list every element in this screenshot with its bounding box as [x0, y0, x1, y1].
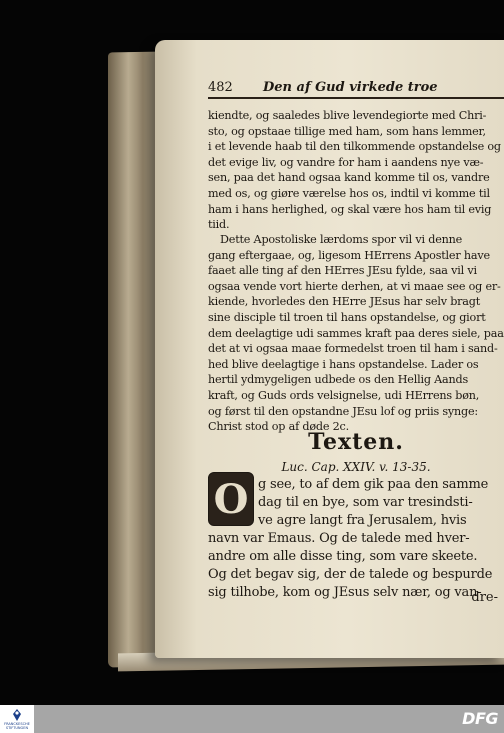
text-line: kraft, og Guds ords velsignelse, udi HErrens bøn, — [208, 388, 480, 402]
dfg-logo[interactable]: DFG — [462, 709, 498, 728]
text-line: hed blive deelagtige i hans opstandelse. Lader os — [208, 357, 479, 371]
text-line: Og det begav sig, der de talede og bespurde — [208, 567, 493, 582]
paragraph-1 — [208, 108, 504, 233]
text-line: Christ stod op af døde 2c. — [208, 420, 349, 434]
text-line: andre om alle disse ting, som vare skeete. — [208, 549, 478, 564]
page-content — [208, 80, 504, 605]
text-line: ham i hans herlighed, og skal være hos ham til evig — [208, 202, 492, 216]
francke-emblem-icon — [10, 708, 24, 722]
text-line: hertil ydmygeligen udbede os den Hellig Aands — [208, 373, 469, 387]
scripture-text — [208, 476, 504, 602]
text-line: faaet alle ting af den HErres JEsu fylde, saa vil vi — [208, 264, 477, 278]
text-line: det at vi ogsaa maae formedelst troen til ham i sand- — [208, 342, 498, 356]
running-title: Den af Gud virkede troe — [263, 80, 438, 95]
catchword: dre- — [471, 590, 498, 605]
text-line: sine disciple til troen til hans opstandelse, og giort — [208, 310, 486, 324]
section-title: Texten. — [308, 429, 404, 455]
text-line: ogsaa vende vort hierte derhen, at vi maae see og er- — [208, 279, 501, 293]
text-line: dag til en bye, som var tresindsti- — [258, 495, 473, 510]
page-header — [208, 80, 504, 102]
header-rule — [208, 97, 504, 99]
paragraph-2 — [208, 232, 504, 435]
text-line: det evige liv, og vandre for ham i aandens nye væ- — [208, 155, 484, 169]
text-line: navn var Emaus. Og de talede med hver- — [208, 531, 470, 546]
text-line: i et levende haab til den tilkommende opstandelse og — [208, 140, 501, 154]
text-line: ve agre langt fra Jerusalem, hvis — [258, 513, 467, 528]
text-line: sig tilhobe, kom og JEsus selv nær, og van- — [208, 585, 482, 600]
logo-line: STIFTUNGEN — [5, 726, 29, 730]
text-line: sen, paa det hand ogsaa kand komme til os, vandre — [208, 171, 490, 185]
text-line: kiendte, og saaledes blive levendegiorte med Chri- — [208, 109, 487, 122]
dropcap: O — [208, 472, 254, 526]
francke-logo[interactable] — [0, 705, 34, 733]
viewer-footer — [0, 705, 504, 733]
page-number: 482 — [208, 80, 233, 95]
text-line: dem deelagtige udi sammes kraft paa deres siele, paa — [208, 326, 504, 340]
text-line: kiende, hvorledes den HErre JEsus har selv bragt — [208, 295, 481, 309]
text-line: tiid. — [208, 218, 230, 232]
text-line: og først til den opstandne JEsu lof og priis synge: — [208, 404, 478, 418]
text-line: sto, og opstaae tillige med ham, som hans lemmer, — [208, 124, 486, 138]
text-line: med os, og giøre værelse hos os, indtil vi komme til — [208, 186, 490, 200]
logo-line: FRANCKESCHE — [4, 722, 30, 726]
scripture-reference: Luc. Cap. XXIV. v. 13-35. — [281, 460, 431, 474]
text-line: Dette Apostoliske lærdoms spor vil vi denne — [220, 233, 463, 246]
text-line: g see, to af dem gik paa den samme — [258, 477, 489, 492]
text-line: gang eftergaae, og, ligesom HErrens Apostler have — [208, 248, 490, 262]
